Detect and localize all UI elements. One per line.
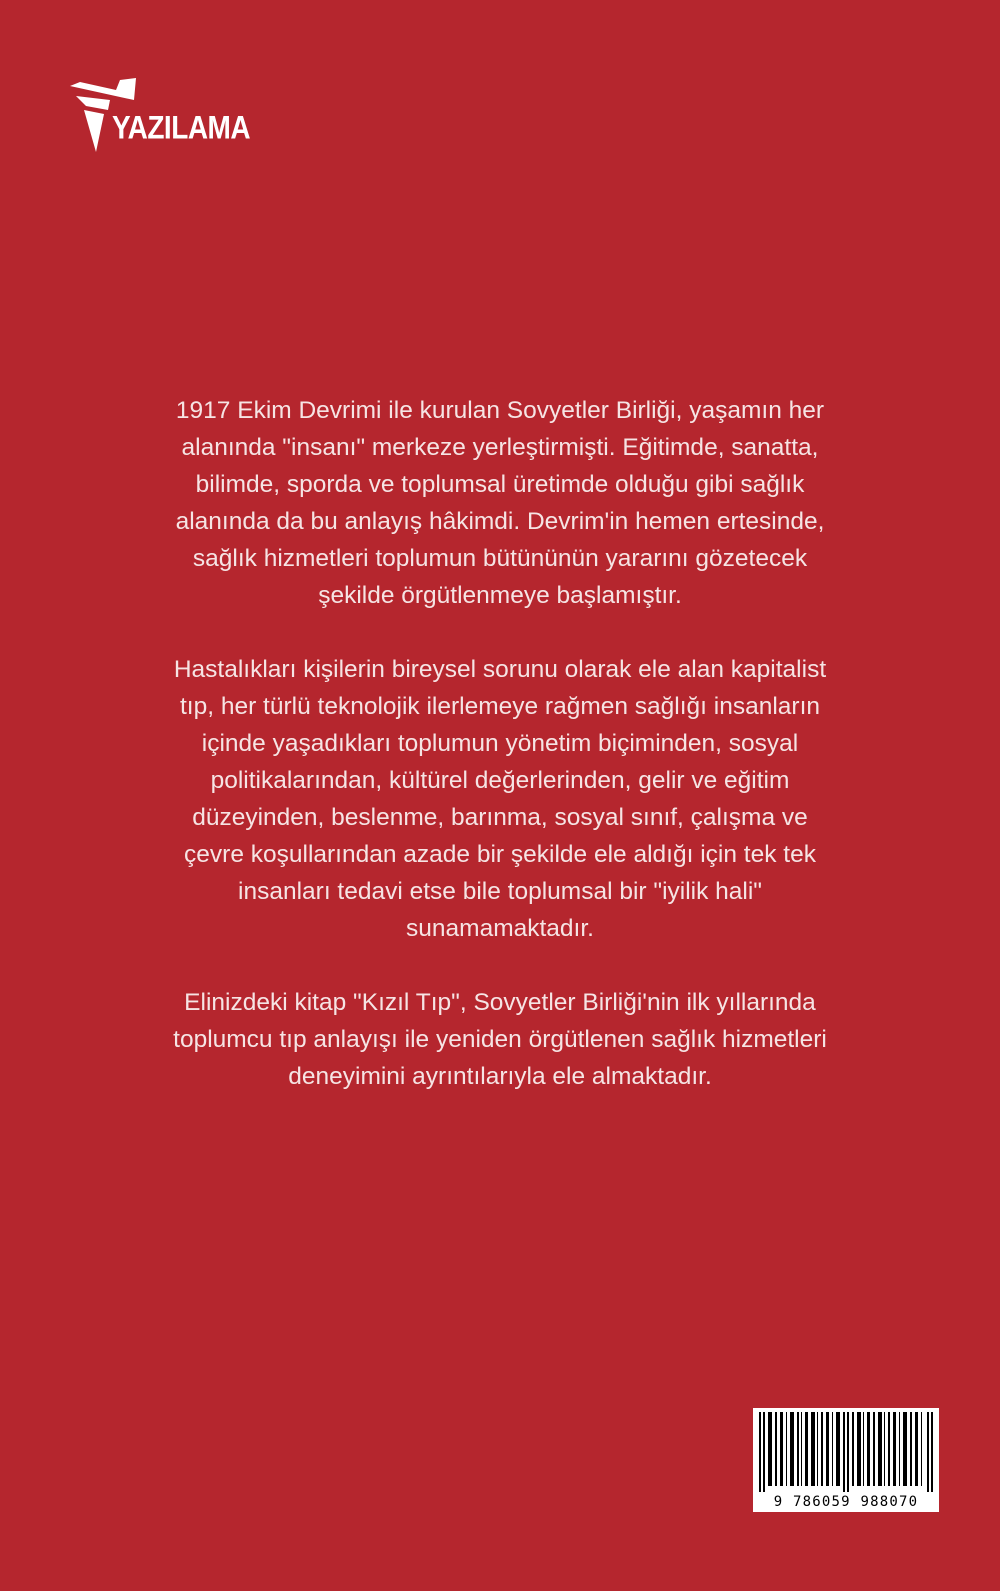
blurb-paragraph-2: Hastalıkları kişilerin bireysel sorunu olarak ele alan kapitalist tıp, her türlü teknolojik ilerlemeye rağmen sağlığı insanların içinde yaşadıkları toplumun yönetim biçiminden, sosyal politikalarından, kültürel değerlerinden, gelir ve eğitim düzeyinden, beslenme, barınma, sosyal sınıf, çalışma ve çevre koşullarından azade bir şekilde ele aldığı için tek tek insanları tedavi etse bile toplumsal bir "iyilik hali" sunamamaktadır.: [173, 656, 827, 942]
blurb-paragraph-1: 1917 Ekim Devrimi ile kurulan Sovyetler Birliği, yaşamın her alanında "insanı" merkeze yerleştirmişti. Eğitimde, sanatta, bilimde, sporda ve toplumsal üretimde olduğu gibi sağlık alanında da bu anlayış hâkimdi. Devrim'in hemen ertesinde, sağlık hizmetleri toplumun bütününün yararını gözetecek şekilde örgütlenmeye başlamıştır.: [175, 397, 825, 609]
blurb-paragraph-3: Elinizdeki kitap "Kızıl Tıp", Sovyetler Birliği'nin ilk yıllarında toplumcu tıp anlayışı ile yeniden örgütlenen sağlık hizmetleri deneyimini ayrıntılarıyla ele almaktadır.: [173, 989, 827, 1090]
barcode-bars: [753, 1408, 939, 1492]
publisher-logo: [70, 76, 251, 158]
publisher-name: YAZILAMA: [112, 109, 251, 146]
isbn-barcode: [753, 1408, 939, 1512]
back-cover-blurb: [170, 392, 830, 1132]
isbn-number: 9 786059 988070: [773, 1494, 919, 1510]
